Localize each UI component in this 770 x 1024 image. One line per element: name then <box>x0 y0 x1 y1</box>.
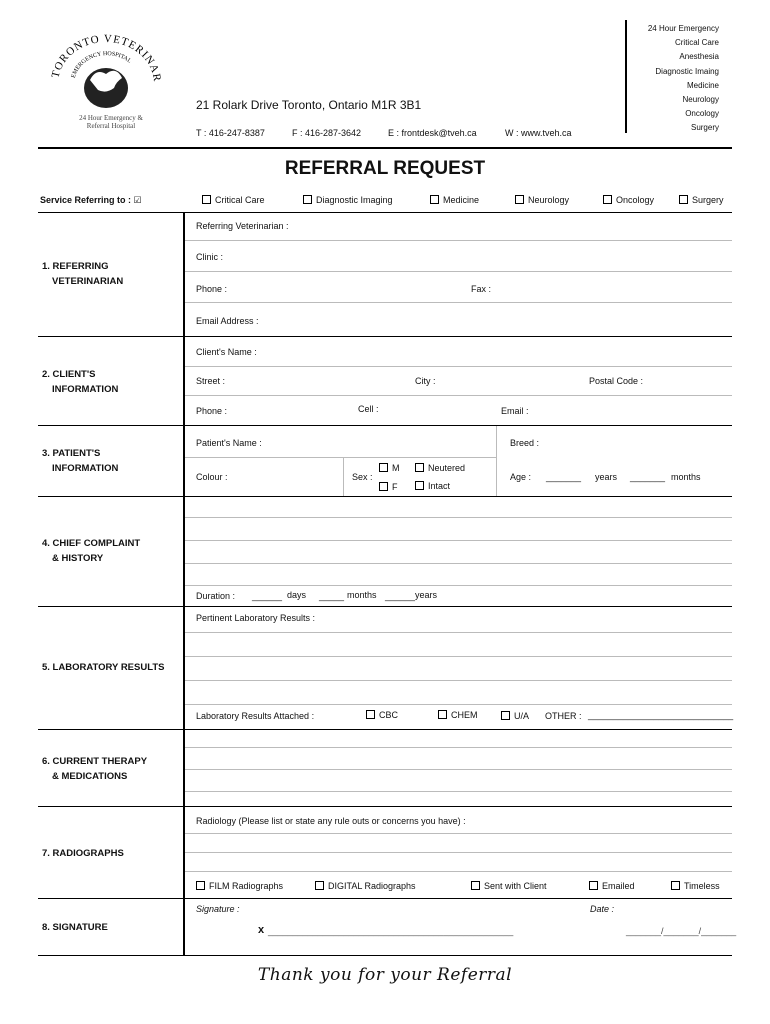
header-divider <box>625 20 627 133</box>
section-rule <box>38 606 732 607</box>
service-option-medicine[interactable] <box>430 195 479 205</box>
row-top-rule <box>38 212 732 213</box>
section-rule <box>38 496 732 497</box>
checkbox-icon[interactable] <box>515 195 524 204</box>
option-label: DIGITAL Radiographs <box>328 881 416 891</box>
option-label: Surgery <box>692 195 724 205</box>
service-option-critical-care[interactable] <box>202 195 265 205</box>
label-line: 2. CLIENT'S <box>42 369 96 380</box>
option-label: M <box>392 463 400 473</box>
option-label: Emailed <box>602 881 635 891</box>
option-label: Neurology <box>528 195 570 205</box>
option-label: Neutered <box>428 463 466 473</box>
checkbox-icon[interactable] <box>501 711 510 720</box>
checkbox-icon[interactable] <box>315 881 324 890</box>
years-label: years <box>595 472 618 482</box>
duration-label: Duration : <box>196 591 236 601</box>
checkbox-icon[interactable] <box>379 482 388 491</box>
row-rule <box>185 271 732 272</box>
checkbox-icon[interactable] <box>671 881 680 890</box>
cell-field[interactable]: Cell : <box>358 404 379 414</box>
client-phone-field[interactable]: Phone : <box>196 406 228 416</box>
intact-option[interactable] <box>415 481 450 491</box>
writing-line <box>185 632 732 633</box>
timeless-option[interactable] <box>671 881 720 891</box>
client-name-field[interactable]: Client's Name : <box>196 347 257 357</box>
checkbox-icon[interactable] <box>589 881 598 890</box>
service-item: Neurology <box>682 95 719 105</box>
writing-line <box>185 563 732 564</box>
service-item: Surgery <box>690 123 719 133</box>
sex-label: Sex : <box>352 472 373 482</box>
service-option-diagnostic-imaging[interactable] <box>303 195 393 205</box>
duration-years-blank[interactable]: ______ <box>385 591 416 601</box>
city-field[interactable]: City : <box>415 376 436 386</box>
svg-text:TORONTO VETERINARY: TORONTO VETERINAR <box>49 32 164 83</box>
writing-line <box>185 871 732 872</box>
row-rule <box>185 302 732 303</box>
section-rule <box>38 898 732 899</box>
days-label: days <box>287 590 307 600</box>
sex-divider <box>343 457 344 496</box>
street-field[interactable]: Street : <box>196 376 226 386</box>
service-referring-label <box>40 195 142 206</box>
checkbox-icon[interactable] <box>679 195 688 204</box>
row-rule <box>185 240 732 241</box>
breed-field[interactable]: Breed : <box>510 438 540 448</box>
writing-line <box>185 747 732 748</box>
emailed-option[interactable] <box>589 881 635 891</box>
option-label: CHEM <box>451 710 478 720</box>
pertinent-lab-results-field[interactable]: Pertinent Laboratory Results : <box>196 613 316 623</box>
section-3-label <box>42 446 118 476</box>
label-line: 3. PATIENT'S <box>42 448 101 459</box>
postal-code-field[interactable]: Postal Code : <box>589 376 644 386</box>
option-label: U/A <box>514 711 530 721</box>
writing-line <box>185 791 732 792</box>
service-option-neurology[interactable] <box>515 195 569 205</box>
option-label: Sent with Client <box>484 881 547 891</box>
patient-name-field[interactable]: Patient's Name : <box>196 438 262 448</box>
page-title: REFERRAL REQUEST <box>284 158 486 179</box>
date-line[interactable]: _______/_______/_______ <box>626 926 737 936</box>
label-line: INFORMATION <box>52 463 119 474</box>
checkbox-icon[interactable] <box>471 881 480 890</box>
label-line: 1. REFERRING <box>42 261 109 272</box>
label-line: VETERINARIAN <box>52 276 124 287</box>
writing-line <box>185 852 732 853</box>
service-item: Medicine <box>686 80 719 90</box>
option-label: Medicine <box>443 195 480 205</box>
footer-thank-you: Thank you for your Referral <box>257 965 513 985</box>
checkbox-icon[interactable] <box>303 195 312 204</box>
website: W : www.tveh.ca <box>505 128 572 138</box>
client-email-field[interactable]: Email : <box>501 406 529 416</box>
section-rule <box>38 729 732 730</box>
option-label: Critical Care <box>215 195 265 205</box>
sent-with-client-option[interactable] <box>471 881 547 891</box>
cbc-option[interactable] <box>366 710 398 720</box>
svg-text:EMERGENCY HOSPITAL: EMERGENCY HOSPITAL <box>70 51 133 79</box>
colour-field[interactable]: Colour : <box>196 472 228 482</box>
duration-days-blank[interactable]: ______ <box>252 591 283 601</box>
row-rule <box>185 457 496 458</box>
header-rule <box>38 147 732 149</box>
sex-male-option[interactable] <box>379 463 400 473</box>
label-line: 6. CURRENT THERAPY <box>42 756 148 767</box>
other-label: OTHER : <box>545 711 582 721</box>
logo-tagline-2: Referral Hospital <box>86 122 136 130</box>
vet-phone-field[interactable]: Phone : <box>196 284 228 294</box>
age-label: Age : <box>510 472 532 482</box>
service-item: Diagnostic Imaing <box>655 66 719 76</box>
referring-vet-field[interactable]: Referring Veterinarian : <box>196 221 289 231</box>
writing-line <box>185 833 732 834</box>
film-radiographs-option[interactable] <box>196 881 283 891</box>
checkbox-icon[interactable] <box>196 881 205 890</box>
writing-line <box>185 656 732 657</box>
age-years-blank[interactable]: _______ <box>546 472 582 482</box>
phone-number: T : 416-247-8387 <box>196 128 265 138</box>
service-item: Oncology <box>685 109 719 119</box>
services-list <box>648 22 719 136</box>
writing-line <box>185 540 732 541</box>
section-2-label <box>42 367 118 397</box>
option-label: Timeless <box>684 881 720 891</box>
option-label: Intact <box>428 481 451 491</box>
logo-tagline-1: 24 Hour Emergency & <box>79 114 143 122</box>
signature-x-mark: x <box>258 924 265 936</box>
option-label: Oncology <box>616 195 655 205</box>
sex-female-option[interactable] <box>379 482 398 492</box>
section-6-label <box>42 754 147 784</box>
label-line: & HISTORY <box>52 553 104 564</box>
label-line: & MEDICATIONS <box>52 771 128 782</box>
ua-option[interactable] <box>501 711 529 721</box>
breed-divider <box>496 426 497 496</box>
years-label: years <box>415 590 438 600</box>
section-rule <box>38 806 732 807</box>
months-label: months <box>671 472 701 482</box>
section-rule <box>38 425 732 426</box>
checkbox-icon[interactable] <box>379 463 388 472</box>
form-bottom-rule <box>38 955 732 956</box>
fax-number: F : 416-287-3642 <box>292 128 362 138</box>
chem-option[interactable] <box>438 710 478 720</box>
service-referring-text: Service Referring to : <box>40 195 132 205</box>
row-rule <box>185 395 732 396</box>
option-label: F <box>392 482 398 492</box>
other-blank[interactable]: _____________________________ <box>588 710 734 720</box>
section-7-label: 7. RADIOGRAPHS <box>42 848 124 859</box>
writing-line <box>185 585 732 586</box>
neutered-option[interactable] <box>415 463 465 473</box>
section-5-label: 5. LABORATORY RESULTS <box>42 662 165 673</box>
age-months-blank[interactable]: _______ <box>630 472 666 482</box>
option-label: Diagnostic Imaging <box>316 195 393 205</box>
date-label: Date : <box>590 904 615 914</box>
writing-line <box>185 517 732 518</box>
service-item: Anesthesia <box>679 52 719 62</box>
writing-line <box>185 680 732 681</box>
label-line: INFORMATION <box>52 384 119 395</box>
option-label: CBC <box>379 710 399 720</box>
email-address: E : frontdesk@tveh.ca <box>388 128 477 138</box>
months-label: months <box>347 590 377 600</box>
checkbox-icon[interactable] <box>202 195 211 204</box>
signature-label: Signature : <box>196 904 240 914</box>
checkbox-icon[interactable] <box>430 195 439 204</box>
hospital-logo <box>40 22 170 142</box>
checked-box-icon: ☑ <box>133 195 142 205</box>
clinic-field[interactable]: Clinic : <box>196 252 224 262</box>
section-4-label <box>42 536 140 566</box>
option-label: FILM Radiographs <box>209 881 284 891</box>
checkbox-icon[interactable] <box>366 710 375 719</box>
signature-line[interactable]: _________________________________________________ <box>268 926 514 936</box>
checkbox-icon[interactable] <box>438 710 447 719</box>
service-item: 24 Hour Emergency <box>647 24 719 33</box>
row-rule <box>185 366 732 367</box>
section-1-label <box>42 259 123 289</box>
vet-fax-field[interactable]: Fax : <box>471 284 492 294</box>
writing-line <box>185 704 732 705</box>
lab-results-attached-label: Laboratory Results Attached : <box>196 711 315 721</box>
section-rule <box>38 336 732 337</box>
checkbox-icon[interactable] <box>415 481 424 490</box>
radiology-notes-field[interactable]: Radiology (Please list or state any rule outs or concerns you have) : <box>196 816 466 826</box>
address: 21 Rolark Drive Toronto, Ontario M1R 3B1 <box>196 98 422 112</box>
checkbox-icon[interactable] <box>603 195 612 204</box>
digital-radiographs-option[interactable] <box>315 881 416 891</box>
section-8-label: 8. SIGNATURE <box>42 922 108 933</box>
vet-email-field[interactable]: Email Address : <box>196 316 259 326</box>
form-column-divider <box>183 212 185 955</box>
duration-months-blank[interactable]: _____ <box>319 591 345 601</box>
service-item: Critical Care <box>674 38 719 48</box>
label-line: 4. CHIEF COMPLAINT <box>42 538 141 549</box>
service-option-oncology[interactable] <box>603 195 654 205</box>
service-option-surgery[interactable] <box>679 195 724 205</box>
checkbox-icon[interactable] <box>415 463 424 472</box>
writing-line <box>185 769 732 770</box>
